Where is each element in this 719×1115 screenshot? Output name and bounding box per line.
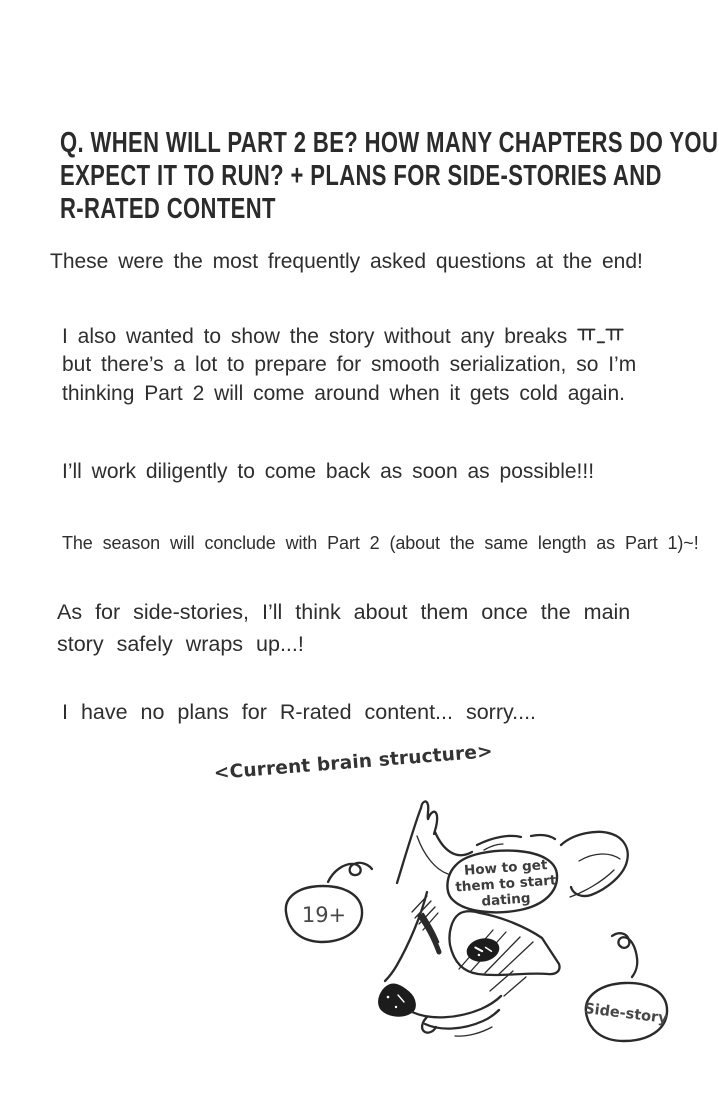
heading-line: R-RATED CONTENT <box>60 193 276 225</box>
bubble-19plus-label: 19+ <box>301 903 347 927</box>
brain-bubble-line: How to get <box>463 857 548 879</box>
text-line <box>62 323 636 351</box>
bubble-19plus <box>286 863 372 942</box>
text-line: I have no plans for R-rated content... sorry.... <box>62 700 537 724</box>
text-line: I’ll work diligently to come back as soon as possible!!! <box>62 460 595 483</box>
bubble-squiggle <box>328 863 372 882</box>
brain-bubble-line: dating <box>480 890 532 910</box>
dog-nose <box>379 984 416 1016</box>
bubble-squiggle <box>612 933 637 977</box>
text-line: These were the most frequently asked questions at the end! <box>50 250 643 273</box>
answer-paragraph-rrated <box>62 700 536 725</box>
brain-structure-illustration <box>250 760 719 1080</box>
dog-eye <box>465 936 501 964</box>
heading-line: Q. WHEN WILL PART 2 BE? HOW MANY CHAPTERS DO YOU <box>60 127 719 159</box>
side-story-label: Side-story <box>583 1000 669 1028</box>
question-heading <box>60 127 719 226</box>
answer-paragraph-sidestories <box>57 596 630 660</box>
answer-paragraph-comeback <box>62 460 594 484</box>
illustration-caption: <Current brain structure> <box>213 741 494 784</box>
text-line: The season will conclude with Part 2 (about the same length as Part 1)~! <box>62 533 699 553</box>
answer-paragraph-part2 <box>62 323 636 408</box>
answer-paragraph-season <box>62 533 699 554</box>
brain-bubble-line: them to start <box>454 872 557 896</box>
text-line: thinking Part 2 will come around when it gets cold again. <box>62 381 625 405</box>
bubble-brain <box>447 851 558 913</box>
text-line: As for side-stories, I’ll think about them once the main <box>57 600 631 624</box>
text-span: I also wanted to show the story without any breaks <box>62 325 568 348</box>
text-line: but there’s a lot to prepare for smooth serialization, so I’m <box>62 353 637 377</box>
intro-paragraph <box>50 250 643 274</box>
text-line: story safely wraps up...! <box>57 632 304 656</box>
heading-line: EXPECT IT TO RUN? + PLANS FOR SIDE-STORIES AND <box>60 160 662 192</box>
crying-emoticon-icon <box>576 325 624 345</box>
bubble-side-story <box>583 933 669 1041</box>
